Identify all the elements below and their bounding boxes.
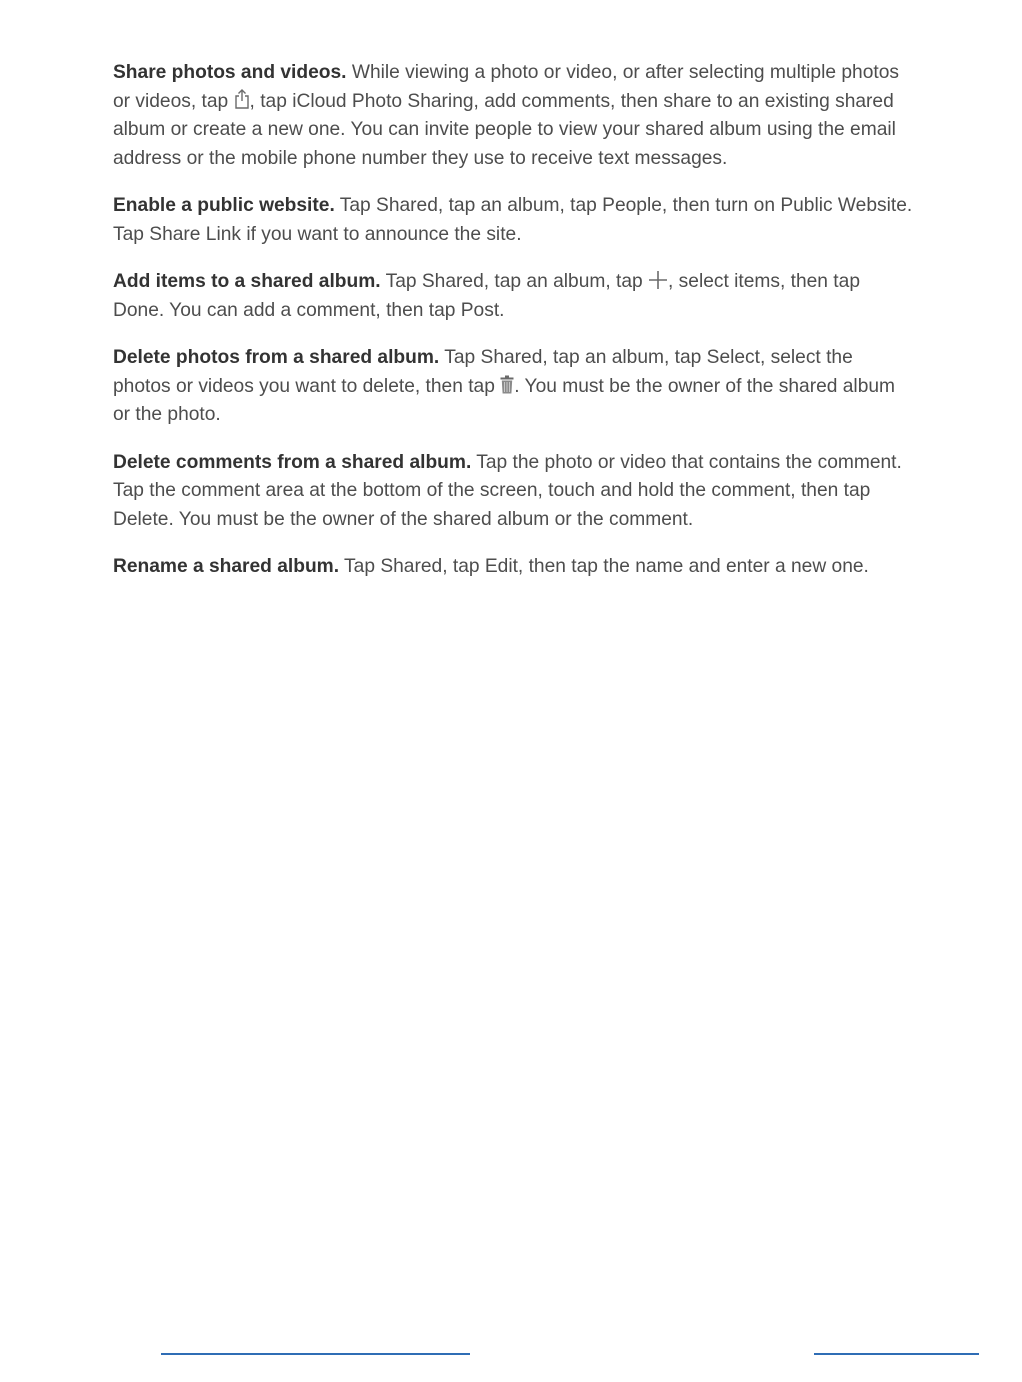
paragraph-delete-comments [113, 449, 913, 535]
paragraph-lead: Delete comments from a shared album. [113, 451, 472, 473]
paragraph-text: While viewing a photo or video, or after selecting multiple photos or videos, tap [113, 62, 899, 112]
footer-rule-left [161, 1353, 470, 1355]
paragraph-lead: Rename a shared album. [113, 556, 340, 577]
paragraph-text: , tap iCloud Photo Sharing, add comments, then share to an existing shared album or create a new one. You can invite people to view your shared album using the email address or the mobile phone number they use to receive text messages. [113, 90, 896, 169]
paragraph-text: Tap Shared, tap Edit, then tap the name and enter a new one. [339, 556, 869, 577]
document-body [113, 59, 913, 601]
paragraph-rename-album [113, 553, 913, 582]
paragraph-add-items [113, 268, 913, 325]
footer-rule-right [814, 1353, 979, 1355]
paragraph-public-website [113, 192, 913, 249]
paragraph-text: Tap Shared, tap an album, tap [380, 271, 649, 292]
share-icon [234, 89, 250, 109]
paragraph-text: Tap Shared, tap an album, tap Select, select the photos or videos you want to delete, then tap [113, 347, 853, 397]
paragraph-delete-photos [113, 344, 913, 430]
paragraph-text: . You must be the owner of the shared album or the photo. [113, 375, 896, 425]
paragraph-text: Tap Shared, tap an album, tap People, then turn on Public Website. Tap Share Link if you want to announce the site. [113, 195, 913, 245]
paragraph-text: Tap the photo or video that contains the comment. Tap the comment area at the bottom of the screen, touch and hold the comment, then tap Delete. You must be the owner of the shared album or the comment. [113, 451, 902, 530]
paragraph-lead: Add items to a shared album. [113, 271, 381, 292]
plus-icon [648, 271, 668, 289]
paragraph-lead: Delete photos from a shared album. [113, 347, 440, 368]
paragraph-lead: Share photos and videos. [113, 62, 347, 83]
paragraph-lead: Enable a public website. [113, 195, 335, 216]
paragraph-text: , select items, then tap Done. You can add a comment, then tap Post. [113, 271, 860, 321]
trash-icon [500, 375, 514, 394]
paragraph-share-photos [113, 59, 913, 173]
